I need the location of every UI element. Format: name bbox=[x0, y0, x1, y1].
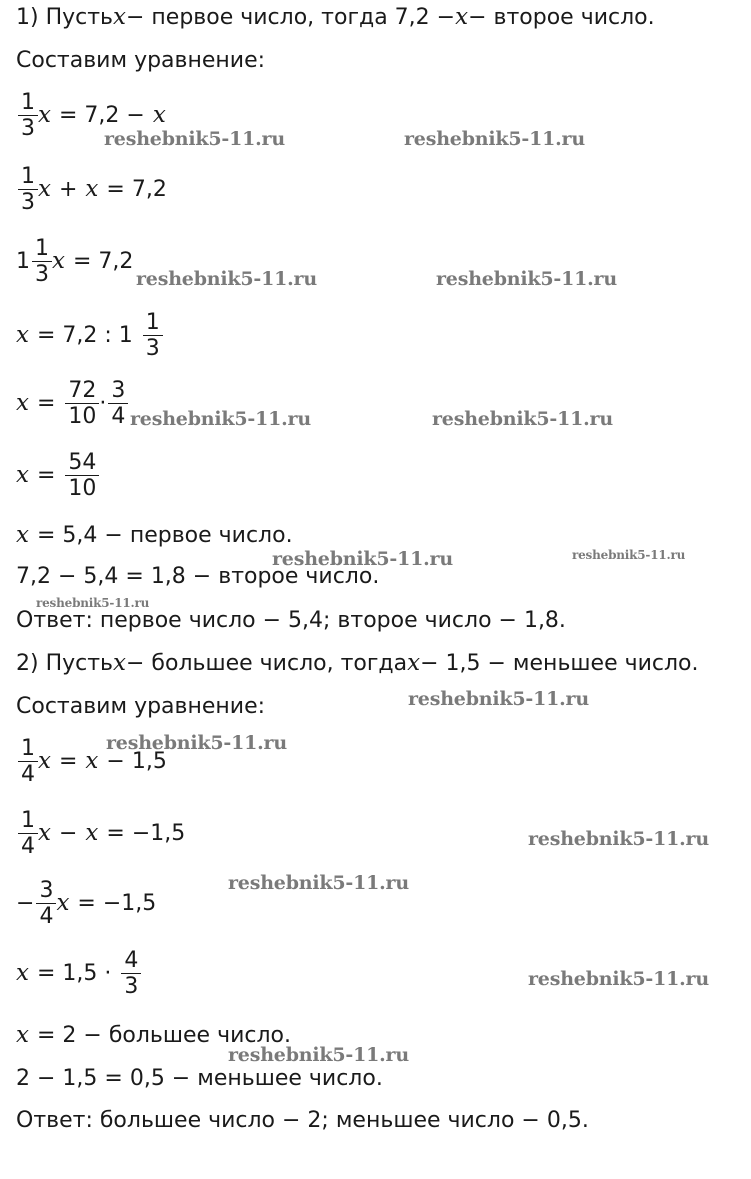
operator: = bbox=[58, 748, 78, 774]
expression: = 7,2 bbox=[106, 176, 167, 202]
variable: x bbox=[152, 102, 166, 129]
expression: = 7,2 − bbox=[58, 102, 145, 128]
denominator: 4 bbox=[111, 404, 126, 430]
part1-eq5 bbox=[16, 378, 128, 430]
answer-text: Ответ: большее число − 2; меньшее число − 0,5. bbox=[16, 1108, 589, 1133]
part2-eq3 bbox=[16, 878, 164, 930]
variable: x bbox=[38, 748, 51, 775]
watermark: reshebnik5-11.ru bbox=[130, 408, 311, 430]
watermark: reshebnik5-11.ru bbox=[106, 732, 287, 754]
fraction bbox=[121, 948, 141, 1000]
watermark: reshebnik5-11.ru bbox=[572, 548, 686, 562]
variable: x bbox=[16, 322, 29, 349]
variable: x bbox=[85, 176, 99, 203]
part1-eq4 bbox=[16, 310, 163, 362]
denominator: 4 bbox=[21, 834, 35, 860]
fraction bbox=[65, 450, 99, 502]
variable: x bbox=[38, 176, 51, 203]
variable: x bbox=[38, 102, 51, 129]
part1-eq7 bbox=[16, 524, 301, 547]
watermark: reshebnik5-11.ru bbox=[36, 596, 150, 610]
watermark: reshebnik5-11.ru bbox=[436, 268, 617, 290]
variable: x bbox=[16, 522, 29, 548]
numerator: 1 bbox=[21, 164, 35, 189]
part2-answer bbox=[16, 1110, 589, 1132]
part1-compose bbox=[16, 50, 265, 72]
denominator: 3 bbox=[124, 974, 139, 1000]
watermark: reshebnik5-11.ru bbox=[432, 408, 613, 430]
watermark: reshebnik5-11.ru bbox=[136, 268, 317, 290]
denominator: 3 bbox=[21, 190, 35, 216]
variable: x bbox=[455, 4, 469, 30]
variable: x bbox=[113, 4, 126, 30]
text: − большее число, тогда bbox=[126, 650, 408, 676]
expression: − 1,5 bbox=[106, 748, 167, 774]
watermark: reshebnik5-11.ru bbox=[528, 828, 709, 850]
watermark: reshebnik5-11.ru bbox=[404, 128, 585, 150]
expression: = 5,4 − первое число. bbox=[36, 522, 293, 548]
operator: = bbox=[36, 390, 56, 416]
part1-answer bbox=[16, 610, 566, 632]
fraction bbox=[32, 236, 52, 288]
fraction bbox=[108, 378, 128, 430]
numerator: 1 bbox=[145, 310, 160, 335]
watermark: reshebnik5-11.ru bbox=[104, 128, 285, 150]
part1-eq3 bbox=[16, 236, 141, 288]
variable: x bbox=[16, 1022, 29, 1048]
answer-text: Ответ: первое число − 5,4; второе число − 1,8. bbox=[16, 608, 566, 633]
fraction bbox=[18, 808, 38, 860]
watermark: reshebnik5-11.ru bbox=[528, 968, 709, 990]
numerator: 4 bbox=[124, 948, 139, 973]
watermark: reshebnik5-11.ru bbox=[228, 1044, 409, 1066]
text: − первое число, тогда 7,2 − bbox=[126, 4, 456, 30]
numerator: 1 bbox=[21, 736, 35, 761]
part1-intro bbox=[16, 6, 655, 29]
watermark: reshebnik5-11.ru bbox=[228, 872, 409, 894]
expression: = 2 − большее число. bbox=[36, 1022, 291, 1048]
numerator: 1 bbox=[21, 808, 35, 833]
fraction bbox=[65, 378, 99, 430]
numerator: 54 bbox=[68, 450, 97, 475]
text: 2) Пусть bbox=[16, 650, 114, 676]
part2-eq2 bbox=[16, 808, 193, 860]
operator: − bbox=[16, 890, 35, 916]
variable: x bbox=[16, 462, 29, 489]
expression: = −1,5 bbox=[106, 820, 186, 846]
variable: x bbox=[85, 820, 99, 847]
denominator: 4 bbox=[39, 904, 54, 930]
operator: · bbox=[99, 390, 107, 416]
text: − второе число. bbox=[468, 4, 655, 30]
fraction bbox=[18, 90, 38, 142]
part1-eq2 bbox=[16, 164, 175, 216]
numerator: 1 bbox=[21, 90, 35, 115]
denominator: 3 bbox=[145, 336, 160, 362]
numerator: 3 bbox=[39, 878, 54, 903]
fraction bbox=[18, 164, 38, 216]
watermark: reshebnik5-11.ru bbox=[272, 548, 453, 570]
text: Составим уравнение: bbox=[16, 694, 266, 719]
whole-part: 1 bbox=[16, 248, 30, 274]
fraction bbox=[18, 736, 38, 788]
expression: = −1,5 bbox=[77, 890, 157, 916]
denominator: 4 bbox=[21, 762, 35, 788]
numerator: 1 bbox=[35, 236, 49, 261]
variable: x bbox=[56, 890, 70, 917]
expression: = 1,5 · bbox=[36, 960, 112, 986]
fraction bbox=[143, 310, 163, 362]
text: 7,2 − 5,4 = 1,8 − второе число. bbox=[16, 564, 380, 589]
text: − 1,5 − меньшее число. bbox=[420, 650, 699, 676]
denominator: 3 bbox=[35, 262, 49, 288]
part2-intro bbox=[16, 652, 699, 675]
numerator: 3 bbox=[111, 378, 126, 403]
operator: = bbox=[36, 462, 56, 488]
variable: x bbox=[16, 960, 29, 987]
operator: − bbox=[58, 820, 78, 846]
text: 1) Пусть bbox=[16, 4, 114, 30]
denominator: 10 bbox=[68, 476, 97, 502]
operator: + bbox=[58, 176, 78, 202]
text: 2 − 1,5 = 0,5 − меньшее число. bbox=[16, 1066, 383, 1091]
variable: x bbox=[407, 650, 421, 676]
variable: x bbox=[16, 390, 29, 417]
expression: = 7,2 : 1 bbox=[36, 322, 133, 348]
denominator: 10 bbox=[68, 404, 97, 430]
watermark: reshebnik5-11.ru bbox=[408, 688, 589, 710]
variable: x bbox=[113, 650, 126, 676]
text: Составим уравнение: bbox=[16, 48, 266, 73]
part2-eq4 bbox=[16, 948, 141, 1000]
expression: = 7,2 bbox=[72, 248, 134, 274]
variable: x bbox=[85, 748, 99, 775]
part1-eq6 bbox=[16, 450, 99, 502]
part2-compose bbox=[16, 696, 265, 718]
numerator: 72 bbox=[68, 378, 97, 403]
variable: x bbox=[52, 248, 65, 275]
fraction bbox=[36, 878, 56, 930]
denominator: 3 bbox=[21, 116, 35, 142]
variable: x bbox=[38, 820, 51, 847]
part2-eq6 bbox=[16, 1068, 383, 1090]
